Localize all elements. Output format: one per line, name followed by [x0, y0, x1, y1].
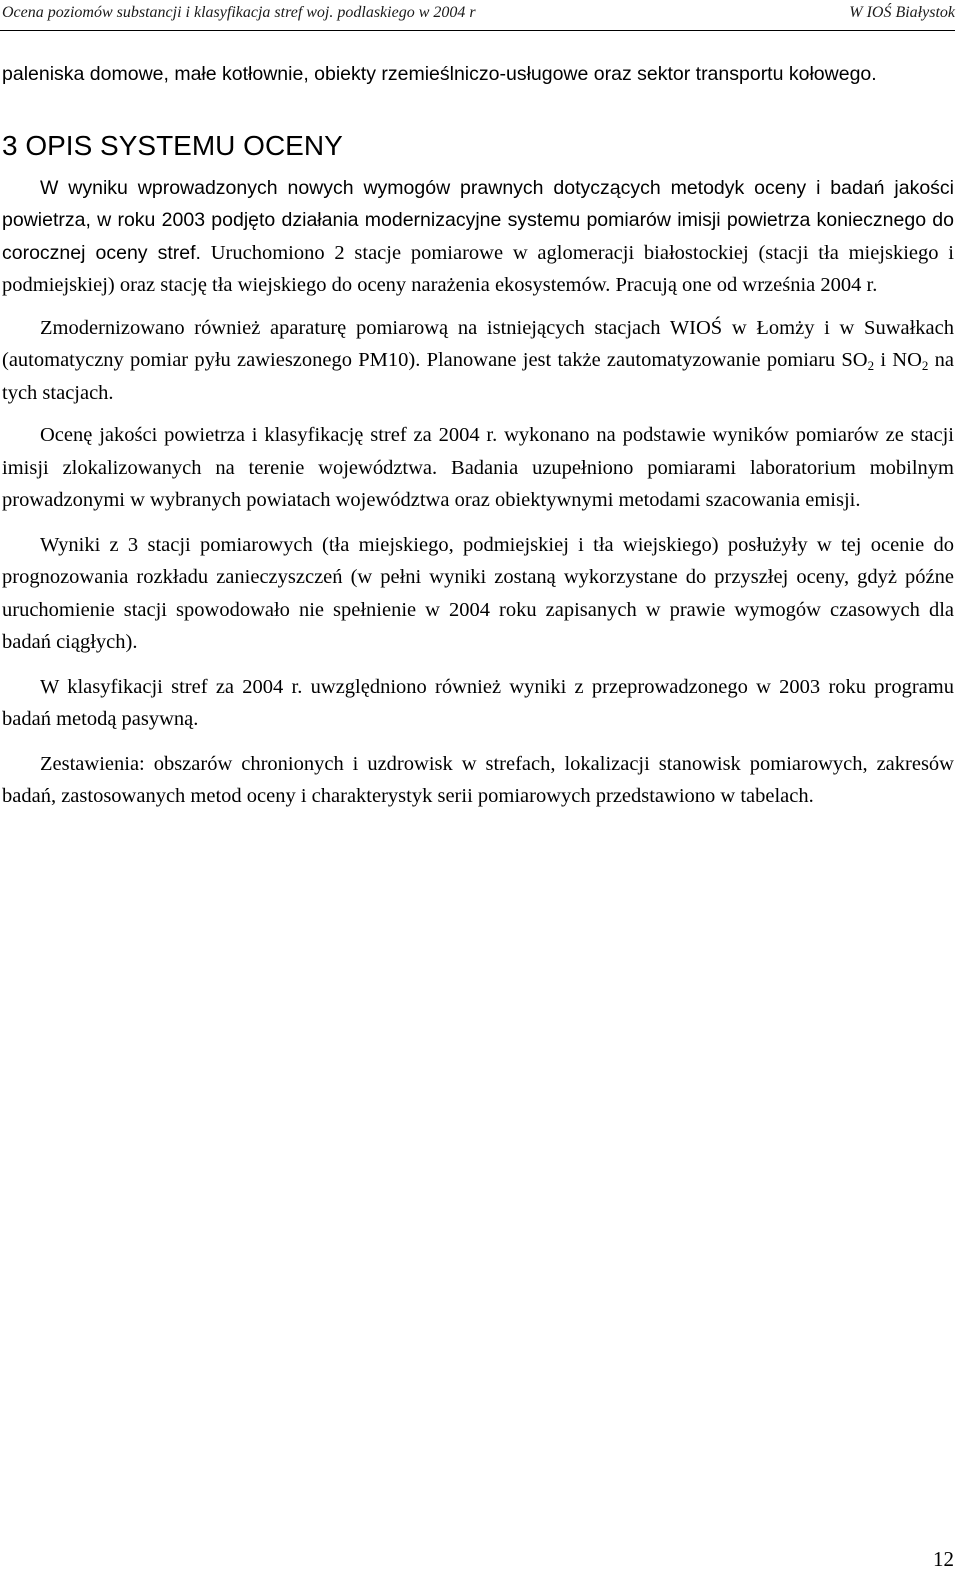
paragraph-3: Ocenę jakości powietrza i klasyfikację stref za 2004 r. wykonano na podstawie wyników pomiarów ze stacji imisji zlokalizowanych na terenie województwa. Badania uzupełniono pomiarami laboratorium mobilnym prowadzonymi w wybranych powiatach województwa oraz obiektywnymi metodami szacowania emisji. [2, 424, 954, 511]
paragraph-1-part-b: Uruchomiono 2 stacje pomiarowe w aglomeracji białostockiej (stacji tła miejskiego i podmiejskiej) oraz stację tła wiejskiego do oceny narażenia ekosystemów. Pracują one od września 2004 r. [2, 241, 954, 296]
paragraph-2-text-b: i NO [874, 349, 922, 371]
intro-paragraph: paleniska domowe, małe kotłownie, obiekty rzemieślniczo-usługowe oraz sektor transportu kołowego. [2, 63, 877, 85]
no2-subscript: 2 [921, 358, 929, 373]
page-content [2, 58, 954, 813]
paragraph-2-text-a: Zmodernizowano również aparaturę pomiarową na istniejących stacjach WIOŚ w Łomży i w Suwałkach (automatyczny pomiar pyłu zawieszonego PM10). Planowane jest także zautomatyzowanie pomiaru SO [2, 316, 954, 371]
page-number: 12 [933, 1547, 954, 1571]
paragraph-1-part-a: W wyniku wprowadzonych nowych wymogów prawnych dotyczących metodyk oceny i badań jakości powietrza, w roku 2003 podjęto działania modernizacyjne systemu pomiarów imisji powietrza koniecznego do corocznej oceny stref. [2, 176, 954, 264]
page-header [0, 0, 955, 31]
section-heading: 3 OPIS SYSTEMU OCENY [2, 129, 343, 161]
paragraph-6: Zestawienia: obszarów chronionych i uzdrowisk w strefach, lokalizacji stanowisk pomiarowych, zakresów badań, zastosowanych metod oceny i charakterystyk serii pomiarowych przedstawiono w tabelach. [2, 752, 954, 807]
header-document-title: Ocena poziomów substancji i klasyfikacja stref woj. podlaskiego w 2004 r [2, 4, 476, 21]
paragraph-1 [2, 172, 954, 302]
paragraph-2 [2, 312, 954, 410]
header-institution: W IOŚ Białystok [849, 4, 955, 21]
paragraph-4: Wyniki z 3 stacji pomiarowych (tła miejskiego, podmiejskiej i tła wiejskiego) posłużyły w tej ocenie do prognozowania rozkładu zanieczyszczeń (w pełni wyniki zostaną wykorzystane do przyszłej oceny, gdyż późne uruchomienie stacji spowodowało nie spełnienie w 2004 roku zapisanych w prawie wymogów czasowych dla badań ciągłych). [2, 533, 954, 653]
paragraph-2-text-c: na tych stacjach. [2, 349, 954, 404]
paragraph-5: W klasyfikacji stref za 2004 r. uwzględniono również wyniki z przeprowadzonego w 2003 roku programu badań metodą pasywną. [2, 675, 954, 730]
so2-subscript: 2 [867, 358, 875, 373]
